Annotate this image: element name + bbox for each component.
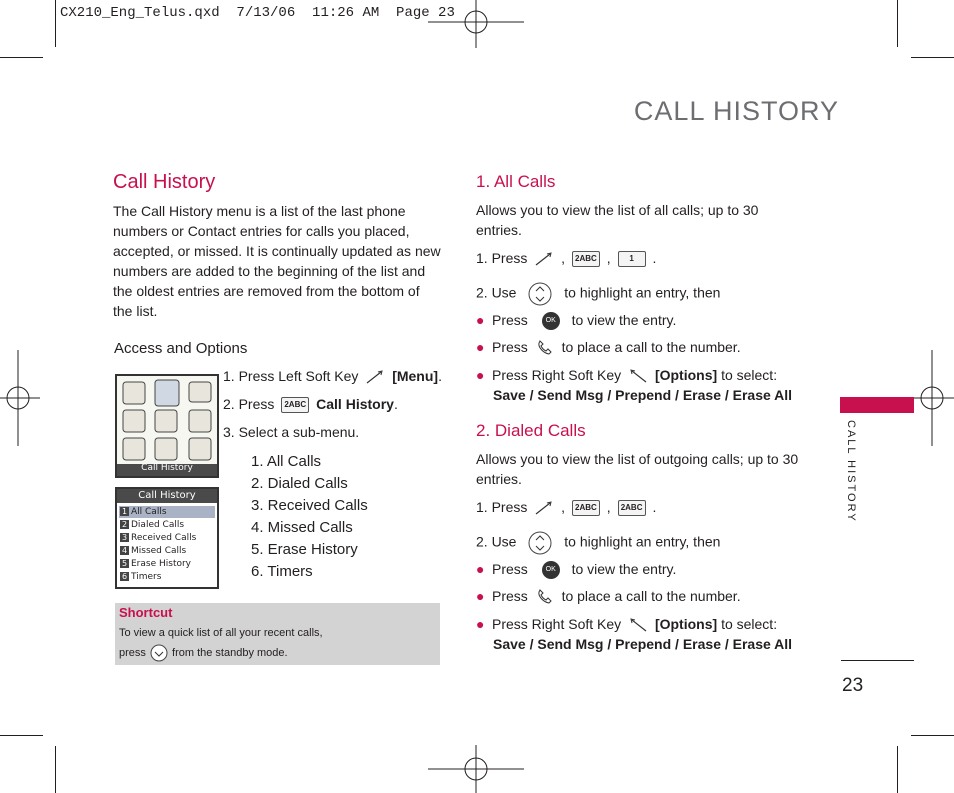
press-step: 1. Press , 2ABC , 1 . bbox=[476, 250, 657, 266]
bullet-options bbox=[492, 616, 777, 633]
step-text: . bbox=[438, 368, 442, 384]
phone-list-row bbox=[120, 571, 214, 584]
phone-list-row bbox=[120, 558, 214, 571]
options-label: [Options] bbox=[654, 616, 718, 632]
phone-list-row bbox=[120, 519, 214, 532]
right-soft-key-icon bbox=[628, 368, 648, 384]
page-number: 23 bbox=[842, 675, 864, 696]
phone-list-number: 6 bbox=[121, 572, 128, 581]
shortcut-line-2 bbox=[119, 644, 288, 662]
submenu-item: 6. Timers bbox=[251, 563, 313, 580]
subsection-desc-1: Allows you to view the list of outgoing calls; up to 30 bbox=[476, 451, 799, 467]
use-step bbox=[476, 531, 720, 555]
phone-caption: Call History bbox=[141, 463, 193, 473]
shortcut-title: Shortcut bbox=[119, 605, 173, 620]
crop-mark bbox=[55, 746, 56, 793]
step-text: 1. Press Left Soft Key bbox=[223, 368, 359, 384]
bullet-icon: ● bbox=[476, 616, 485, 632]
step-text: . bbox=[393, 396, 398, 412]
key-2-icon: 2ABC bbox=[281, 397, 309, 413]
shortcut-press: press bbox=[119, 646, 146, 659]
ok-key-icon: OK bbox=[542, 561, 560, 579]
phone-list bbox=[120, 506, 214, 584]
submenu-item: 5. Erase History bbox=[251, 541, 358, 558]
intro-paragraph: The Call History menu is a list of the last phone numbers or Contact entries for calls you placed, accepted, or missed. It is continually updated as new numbers are added to the beginning of the list and the oldest entries are removed from the bottom of the list. bbox=[113, 203, 441, 319]
bullet-view bbox=[492, 561, 676, 579]
bullet-icon: ● bbox=[476, 561, 485, 577]
step-text: 1. Press bbox=[476, 250, 528, 266]
menu-icon-grid bbox=[117, 376, 217, 476]
step-text: Press bbox=[492, 339, 528, 355]
step-text: Press bbox=[492, 588, 528, 604]
crop-mark bbox=[0, 57, 43, 58]
bullet-icon: ● bbox=[476, 312, 485, 328]
send-key-icon bbox=[535, 589, 555, 605]
step-text: to place a call to the number. bbox=[561, 339, 741, 355]
left-soft-key-icon bbox=[534, 251, 554, 267]
bullet-icon: ● bbox=[476, 588, 485, 604]
step-text: Press Right Soft Key bbox=[492, 616, 622, 632]
step-text: 2. Use bbox=[476, 533, 517, 550]
phone-list-number: 2 bbox=[121, 520, 128, 529]
step-text: Press bbox=[492, 312, 528, 328]
step-text: to place a call to the number. bbox=[561, 588, 741, 604]
step-text: 2. Use bbox=[476, 284, 517, 301]
options-list: Save / Send Msg / Prepend / Erase / Erase All bbox=[493, 387, 793, 403]
phone-list-number: 3 bbox=[121, 533, 128, 542]
right-soft-key-icon bbox=[628, 617, 648, 633]
registration-mark bbox=[428, 745, 524, 793]
step-text: Press bbox=[492, 561, 528, 577]
subsection-title: 2. Dialed Calls bbox=[476, 421, 586, 440]
submenu-item: 2. Dialed Calls bbox=[251, 475, 348, 492]
key-icon: 2ABC bbox=[618, 500, 646, 516]
step-text: 1. Press bbox=[476, 499, 528, 515]
phone-list-label: Erase History bbox=[131, 559, 192, 569]
press-step: 1. Press , 2ABC , 2ABC . bbox=[476, 499, 657, 515]
bullet-icon: ● bbox=[476, 339, 485, 355]
phone-list-label: Received Calls bbox=[131, 533, 197, 543]
submenu-item: 3. Received Calls bbox=[251, 497, 368, 514]
menu-key-label: [Menu] bbox=[392, 368, 439, 384]
phone-list-label: Dialed Calls bbox=[131, 520, 185, 530]
key-icon: 2ABC bbox=[572, 251, 600, 267]
bullet-call bbox=[492, 339, 741, 356]
access-step-1 bbox=[223, 368, 442, 385]
subsection-title: 1. All Calls bbox=[476, 172, 556, 191]
step-text: Press Right Soft Key bbox=[492, 367, 622, 383]
footer-rule bbox=[841, 660, 914, 661]
phone-list-label: Missed Calls bbox=[131, 546, 187, 556]
step-text: to view the entry. bbox=[571, 312, 677, 328]
shortcut-standby: from the standby mode. bbox=[172, 646, 288, 659]
phone-list-number: 5 bbox=[121, 559, 128, 568]
navigation-key-icon bbox=[526, 282, 554, 306]
crop-mark bbox=[55, 0, 56, 47]
step-text: to view the entry. bbox=[571, 561, 677, 577]
phone-list-label: All Calls bbox=[131, 507, 167, 517]
phone-list-row bbox=[120, 545, 214, 558]
crop-mark bbox=[0, 735, 43, 736]
step-text: to select: bbox=[721, 616, 778, 632]
crop-mark bbox=[897, 746, 898, 793]
phone-menu-screenshot bbox=[115, 374, 219, 478]
crop-mark bbox=[911, 735, 954, 736]
bullet-options bbox=[492, 367, 777, 384]
key-icon: 2ABC bbox=[572, 500, 600, 516]
subsection-desc-1: Allows you to view the list of all calls; up to 30 bbox=[476, 202, 759, 218]
registration-mark bbox=[0, 350, 40, 446]
slug-line: CX210_Eng_Telus.qxd 7/13/06 11:26 AM Page 23 bbox=[60, 5, 455, 21]
bullet-icon: ● bbox=[476, 367, 485, 383]
phone-list-label: Timers bbox=[131, 572, 162, 582]
side-tab-marker bbox=[840, 397, 914, 413]
options-list: Save / Send Msg / Prepend / Erase / Erase All bbox=[493, 636, 793, 652]
step-text: to select: bbox=[721, 367, 778, 383]
step-text: to highlight an entry, then bbox=[564, 533, 721, 550]
left-soft-key-icon bbox=[534, 500, 554, 516]
navigation-key-down-icon bbox=[149, 644, 169, 662]
phone-list-screenshot bbox=[115, 487, 219, 589]
left-soft-key-icon bbox=[365, 369, 385, 385]
registration-mark bbox=[914, 350, 954, 446]
crop-mark bbox=[897, 0, 898, 47]
access-heading: Access and Options bbox=[114, 340, 248, 357]
use-step bbox=[476, 282, 720, 306]
phone-list-number: 4 bbox=[121, 546, 128, 555]
subsection-desc-2: entries. bbox=[476, 471, 522, 487]
access-step-3: 3. Select a sub-menu. bbox=[223, 424, 360, 440]
phone-list-title: Call History bbox=[138, 490, 196, 501]
step-text: 2. Press bbox=[223, 396, 275, 412]
bullet-view bbox=[492, 312, 676, 330]
section-title: Call History bbox=[113, 171, 216, 193]
shortcut-box bbox=[115, 603, 440, 665]
submenu-item: 4. Missed Calls bbox=[251, 519, 353, 536]
send-key-icon bbox=[535, 340, 555, 356]
access-step-2 bbox=[223, 396, 398, 413]
submenu-item: 1. All Calls bbox=[251, 453, 322, 470]
options-label: [Options] bbox=[654, 367, 718, 383]
key-icon: 1 bbox=[618, 251, 646, 267]
ok-key-icon: OK bbox=[542, 312, 560, 330]
phone-list-row bbox=[120, 506, 214, 519]
subsection-desc-2: entries. bbox=[476, 222, 522, 238]
shortcut-line-1: To view a quick list of all your recent calls, bbox=[119, 627, 323, 639]
bullet-call bbox=[492, 588, 741, 605]
page-header: CALL HISTORY bbox=[633, 96, 839, 126]
step-text: to highlight an entry, then bbox=[564, 284, 721, 301]
side-tab-label: CALL HISTORY bbox=[845, 420, 857, 523]
navigation-key-icon bbox=[526, 531, 554, 555]
phone-list-number: 1 bbox=[121, 507, 128, 516]
call-history-label: Call History bbox=[316, 396, 394, 412]
crop-mark bbox=[911, 57, 954, 58]
phone-list-row bbox=[120, 532, 214, 545]
